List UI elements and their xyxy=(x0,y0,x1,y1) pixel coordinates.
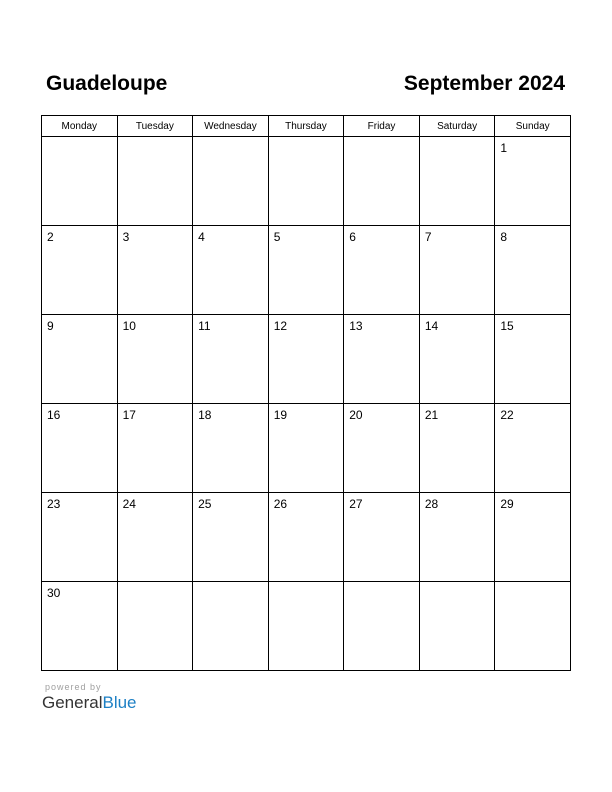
day-number: 2 xyxy=(47,230,54,244)
day-number: 26 xyxy=(273,497,288,511)
day-cell xyxy=(268,582,344,671)
day-number: 13 xyxy=(349,319,363,333)
day-number: 30 xyxy=(47,586,61,600)
day-number: 16 xyxy=(47,408,61,422)
day-cell xyxy=(344,582,420,671)
day-cell xyxy=(419,493,495,582)
day-number xyxy=(344,582,419,586)
powered-by-text: powered by xyxy=(45,682,102,692)
day-number xyxy=(118,137,193,141)
day-number: 11 xyxy=(198,319,211,333)
week-row xyxy=(42,226,571,315)
day-number: 24 xyxy=(122,497,136,511)
day-cell xyxy=(117,226,193,315)
day-number: 27 xyxy=(349,497,363,511)
day-cell xyxy=(117,582,193,671)
day-number: 14 xyxy=(424,319,439,333)
weekday-wednesday: Wednesday xyxy=(193,116,269,137)
day-number: 22 xyxy=(500,408,514,422)
day-number xyxy=(495,582,570,586)
day-cell xyxy=(117,493,193,582)
day-number xyxy=(420,137,495,141)
week-row xyxy=(42,137,571,226)
day-cell xyxy=(193,493,269,582)
month-year-title: September 2024 xyxy=(403,72,565,95)
day-cell xyxy=(268,315,344,404)
generalblue-logo[interactable] xyxy=(42,693,137,713)
day-cell xyxy=(268,404,344,493)
day-number xyxy=(118,582,193,586)
calendar-grid xyxy=(41,115,571,671)
day-cell xyxy=(344,493,420,582)
day-cell xyxy=(193,226,269,315)
weekday-monday: Monday xyxy=(42,116,118,137)
weekday-sunday: Sunday xyxy=(495,116,571,137)
day-cell xyxy=(419,226,495,315)
day-cell xyxy=(268,493,344,582)
day-cell xyxy=(42,315,118,404)
day-cell xyxy=(193,315,269,404)
day-cell xyxy=(495,493,571,582)
brand-name-general: General xyxy=(42,693,103,712)
day-cell xyxy=(495,404,571,493)
day-number: 8 xyxy=(500,230,508,244)
brand-name-blue: Blue xyxy=(102,693,137,712)
day-cell xyxy=(419,315,495,404)
week-row xyxy=(42,493,571,582)
day-cell xyxy=(419,404,495,493)
day-cell xyxy=(419,582,495,671)
day-number: 17 xyxy=(122,408,136,422)
day-cell xyxy=(268,137,344,226)
day-number xyxy=(420,582,495,586)
day-cell xyxy=(344,137,420,226)
day-cell xyxy=(193,137,269,226)
day-number xyxy=(42,137,117,141)
day-cell xyxy=(193,404,269,493)
weekday-header-row xyxy=(42,116,571,137)
day-number xyxy=(269,582,344,586)
day-number: 4 xyxy=(198,230,205,244)
day-cell xyxy=(42,226,118,315)
week-row xyxy=(42,404,571,493)
day-number: 6 xyxy=(349,230,356,244)
day-number: 20 xyxy=(349,408,363,422)
day-number: 1 xyxy=(500,141,508,155)
day-number: 29 xyxy=(500,497,514,511)
week-row xyxy=(42,582,571,671)
day-cell xyxy=(344,315,420,404)
day-cell xyxy=(117,315,193,404)
week-row xyxy=(42,315,571,404)
day-number: 28 xyxy=(424,497,439,511)
day-cell xyxy=(495,137,571,226)
weekday-thursday: Thursday xyxy=(268,116,344,137)
day-number xyxy=(344,137,419,141)
day-number: 12 xyxy=(273,319,288,333)
day-cell xyxy=(495,226,571,315)
day-number: 3 xyxy=(122,230,130,244)
day-number: 19 xyxy=(273,408,288,422)
country-title: Guadeloupe xyxy=(46,72,168,95)
day-cell xyxy=(495,315,571,404)
day-number xyxy=(193,137,268,141)
day-number: 7 xyxy=(424,230,432,244)
day-cell xyxy=(495,582,571,671)
day-number xyxy=(193,582,268,586)
day-cell xyxy=(42,493,118,582)
day-number: 10 xyxy=(122,319,136,333)
day-number: 15 xyxy=(500,319,514,333)
day-cell xyxy=(42,404,118,493)
day-cell xyxy=(42,137,118,226)
day-number xyxy=(269,137,344,141)
day-cell xyxy=(193,582,269,671)
day-number: 25 xyxy=(198,497,212,511)
day-number: 23 xyxy=(47,497,61,511)
day-cell xyxy=(344,404,420,493)
day-number: 18 xyxy=(198,408,212,422)
weekday-saturday: Saturday xyxy=(419,116,495,137)
day-cell xyxy=(344,226,420,315)
day-cell xyxy=(268,226,344,315)
weekday-tuesday: Tuesday xyxy=(117,116,193,137)
day-cell xyxy=(117,404,193,493)
day-number: 9 xyxy=(47,319,54,333)
day-cell xyxy=(117,137,193,226)
day-number: 5 xyxy=(273,230,281,244)
day-cell xyxy=(419,137,495,226)
weekday-friday: Friday xyxy=(344,116,420,137)
day-cell xyxy=(42,582,118,671)
day-number: 21 xyxy=(424,408,439,422)
